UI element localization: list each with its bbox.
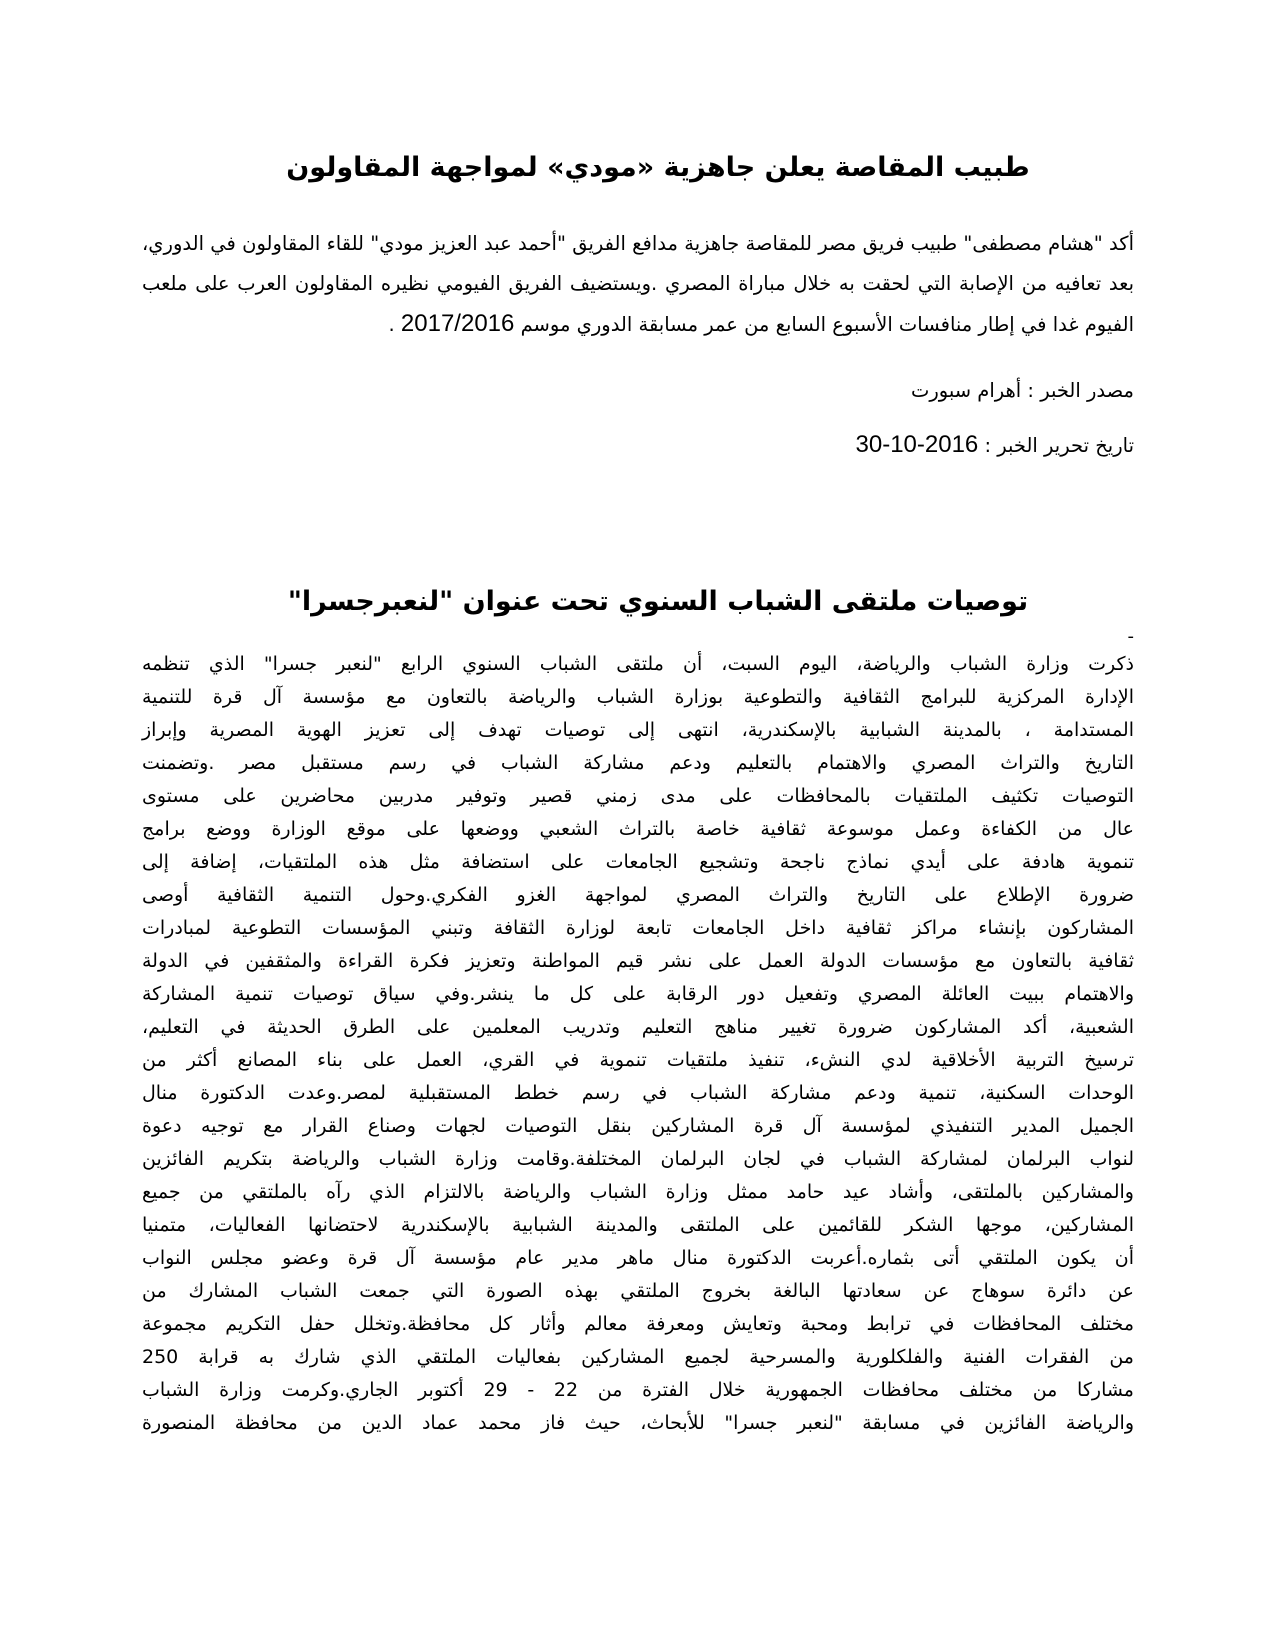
news-source-line: [142, 371, 1134, 411]
body-line: المستدامة ، بالمدينة الشبابية بالإسكندرية، انتهى إلى توصيات تهدف إلى تعزيز الهوية المصرية وإبراز: [142, 719, 1134, 741]
body-line: ثقافية بالتعاون مع مؤسسات الدولة العمل على نشر قيم المواطنة وتعزيز فكرة القراءة والمثقفين في الدولة: [142, 950, 1134, 972]
body-line: والرياضة الفائزين في مسابقة "لنعبر جسرا" للأبحاث، حيث فاز محمد عماد الدين من محافظة المنصورة: [142, 1412, 1134, 1434]
body-line: تنموية هادفة على أيدي نماذج ناجحة وتشجيع الجامعات على استضافة مثل هذه الملتقيات، إضافة إلى: [142, 851, 1134, 873]
body-line: عال من الكفاءة وعمل موسوعة ثقافية خاصة بالتراث الشعبي ووضعها على موقع الوزارة ووضع برامج: [142, 818, 1134, 840]
news-source-label: مصدر الخبر :: [1021, 379, 1134, 402]
article-headline: طبيب المقاصة يعلن جاهزية «مودي» لمواجهة المقاولون: [286, 152, 1030, 183]
season-suffix: .: [388, 313, 401, 336]
season-value: 2017/2016: [400, 310, 515, 337]
body-line: التاريخ والتراث المصري والاهتمام بالتعليم ودعم مشاركة الشباب في رسم مستقبل مصر .وتضمنت: [142, 752, 1134, 774]
news-date-label: تاريخ تحرير الخبر :: [978, 434, 1134, 457]
body-line: مشاركا من مختلف محافظات الجمهورية خلال الفترة من 22 - 29 أكتوبر الجاري.وكرمت وزارة الشباب: [142, 1379, 1134, 1401]
article-youth-forum: [142, 582, 1134, 1440]
body-line: المشاركون بإنشاء مراكز ثقافية داخل الجامعات تابعة لوزارة الثقافة وتبني المؤسسات التطوعية لمبادرات: [142, 917, 1134, 939]
body-line: والمشاركين بالملتقى، وأشاد عيد حامد ممثل وزارة الشباب والرياضة بالالتزام الذي رآه بالملتقي من جميع: [142, 1181, 1134, 1203]
body-line: ترسيخ التربية الأخلاقية لدي النشء، تنفيذ ملتقيات تنموية في القري، العمل على بناء المصانع أكثر من: [142, 1049, 1134, 1071]
body-line: الوحدات السكنية، تنمية ودعم مشاركة الشباب في رسم خطط المستقبلية لمصر.وعدت الدكتورة منال: [142, 1082, 1134, 1104]
news-date-value: 2016-10-30: [855, 431, 979, 458]
news-source-value: أهرام سبورت: [911, 379, 1022, 402]
news-date-line: [142, 425, 1134, 466]
body-line: أن يكون الملتقي أتى بثماره.أعربت الدكتورة منال ماهر مدير عام مؤسسة آل قرة وعضو مجلس النواب: [142, 1247, 1134, 1269]
body-line: ذكرت وزارة الشباب والرياضة، اليوم السبت، أن ملتقى الشباب السنوي الرابع "لنعبر جسرا" الذي تنظمه: [142, 653, 1134, 675]
body-line: لنواب البرلمان لمشاركة الشباب في لجان البرلمان المختلفة.وقامت وزارة الشباب والرياضة بتكريم الفائزين: [142, 1148, 1134, 1170]
body-line: عن دائرة سوهاج عن سعادتها البالغة بخروج الملتقي بهذه الصورة التي جمعت الشباب المشارك من: [142, 1280, 1134, 1302]
body-line: التوصيات تكثيف الملتقيات بالمحافظات على مدى زمني قصير وتوفير مدربين محاضرين على مستوى: [142, 785, 1134, 807]
body-line: ضرورة الإطلاع على التاريخ والتراث المصري لمواجهة الغزو الفكري.وحول التنمية الثقافية أوصى: [142, 884, 1134, 906]
lead-text: أكد "هشام مصطفى" طبيب فريق مصر للمقاصة جاهزية مدافع الفريق "أحمد عبد العزيز مودي" للقاء المقاولون في الدوري، بعد تعافيه من الإصابة التي لحقت به خلال مباراة المصري .ويستضيف الفريق الفيومي نظيره المقاولون العرب على ملعب الفيوم غدا في إطار منافسات الأسبوع السابع من عمر مسابقة الدوري موسم: [142, 232, 1134, 336]
article-lead-paragraph: [142, 224, 1134, 345]
body-line: الإدارة المركزية للبرامج الثقافية والتطوعية بوزارة الشباب والرياضة بالتعاون مع مؤسسة آل قرة للتنمية: [142, 686, 1134, 708]
body-line: من الفقرات الفنية والفلكلورية والمسرحية لجميع المشاركين بفعاليات الملتقي الذي شارك به قرابة 250: [142, 1346, 1134, 1368]
separator-dash: -: [1127, 626, 1134, 647]
body-line: والاهتمام ببيت العائلة المصري وتفعيل دور الرقابة على كل ما ينشر.وفي سياق توصيات تنمية المشاركة: [142, 983, 1134, 1005]
article-headline: توصيات ملتقى الشباب السنوي تحت عنوان "لنعبرجسرا": [287, 586, 1029, 617]
body-line: مختلف المحافظات في ترابط ومحبة وتعايش ومعرفة معالم وأثار كل محافظة.وتخلل حفل التكريم مجموعة: [142, 1313, 1134, 1335]
body-line: الشعبية، أكد المشاركون ضرورة تغيير مناهج التعليم وتدريب المعلمين على الطرق الحديثة في التعليم،: [142, 1016, 1134, 1038]
body-line: الجميل المدير التنفيذي لمؤسسة آل قرة المشاركين بنقل التوصيات لجهات وصناع القرار مع توجيه دعوة: [142, 1115, 1134, 1137]
article-modi: [142, 148, 1134, 466]
body-line: المشاركين، موجها الشكر للقائمين على الملتقى والمدينة الشبابية بالإسكندرية لاحتضانها الفعاليات، متمنيا: [142, 1214, 1134, 1236]
